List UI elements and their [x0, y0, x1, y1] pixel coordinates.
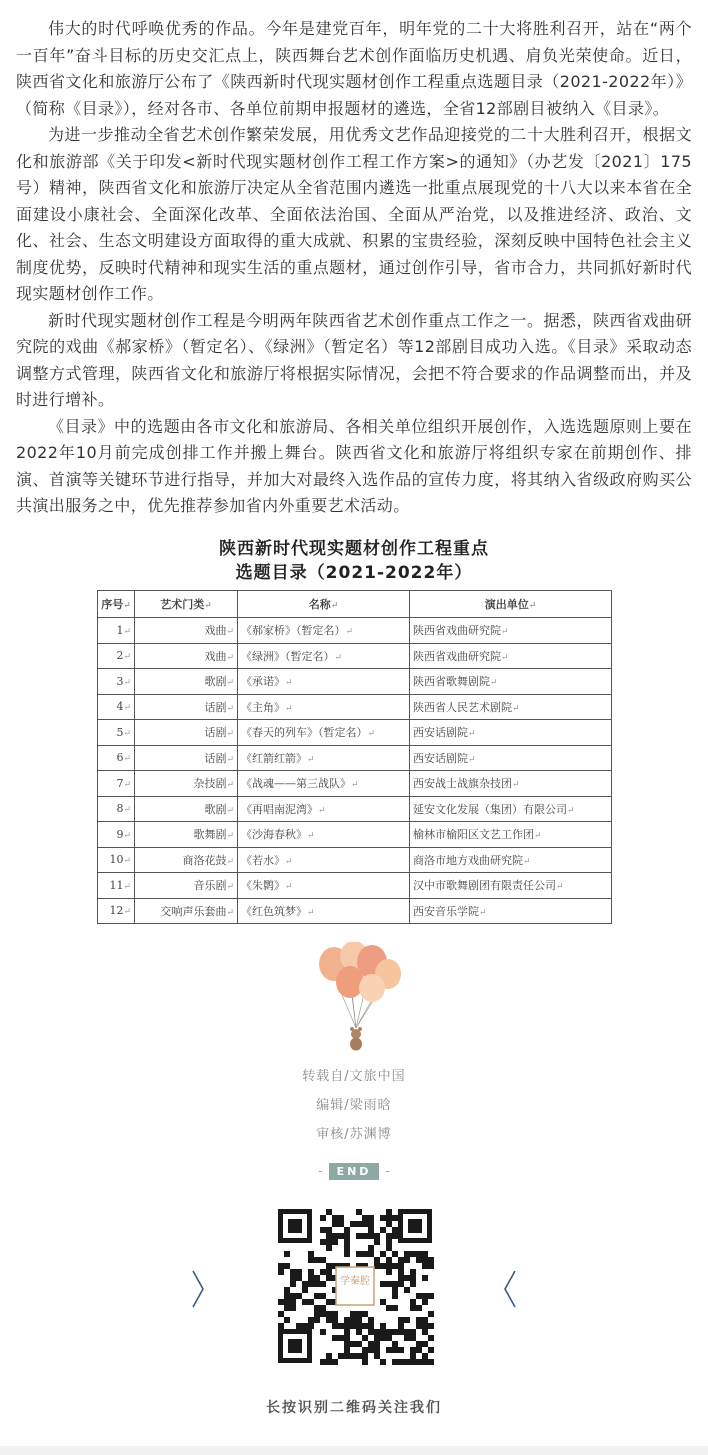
credit-reprint: 转载自/文旅中国 — [302, 1069, 406, 1084]
table-row: 9↵ 歌舞剧↵ 《沙海春秋》↵ 榆林市榆阳区文艺工作团↵ — [98, 822, 612, 848]
table-row: 2↵ 戏曲↵ 《绿洲》（暂定名）↵ 陕西省戏曲研究院↵ — [98, 643, 612, 669]
article-body — [16, 16, 692, 520]
catalog-table-image — [97, 590, 612, 922]
table-row: 10↵ 商洛花鼓↵ 《若水》↵ 商洛市地方戏曲研究院↵ — [98, 847, 612, 873]
article-paragraph-2: 为进一步推动全省艺术创作繁荣发展，用优秀文艺作品迎接党的二十大胜利召开，根据文化和旅游部《关于印发<新时代现实题材创作工程工作方案>的通知》（办艺发〔2021〕175号）精神，陕西省文化和旅游厅决定从全省范围内遴选一批重点展现党的十八大以来本省在全面建设小康社会、全面深化改革、全面依法治国、全面从严治党，以及推进经济、政治、文化、社会、生态文明建设方面取得的重大成就、积累的宝贵经验，深刻反映中国特色社会主义制度优势，反映时代精神和现实生活的重点题材，通过创作引导，省市合力，共同抓好新时代现实题材创作工作。 — [16, 125, 692, 303]
table-row: 8↵ 歌剧↵ 《再唱南泥湾》↵ 延安文化发展（集团）有限公司↵ — [98, 796, 612, 822]
table-row: 5↵ 话剧↵ 《春天的列车》（暂定名）↵ 西安话剧院↵ — [98, 720, 612, 746]
table-title-line-2: 选题目录（2021-2022年） — [235, 563, 473, 583]
header-unit: 演出单位↵ — [410, 591, 612, 618]
chevron-left-icon — [502, 1268, 518, 1310]
credit-reviewer: 审核/苏渊博 — [316, 1127, 392, 1142]
chevron-right-icon — [190, 1268, 206, 1310]
end-dash-right: - — [385, 1164, 390, 1178]
article-paragraph-3: 新时代现实题材创作工程是今明两年陕西省艺术创作重点工作之一。据悉，陕西省戏曲研究院的戏曲《郝家桥》（暂定名）、《绿洲》（暂定名）等12部剧目成功入选。《目录》采取动态调整方式管理，陕西省文化和旅游厅将根据实际情况，会把不符合要求的作品调整而出，并及时进行增补。 — [16, 310, 692, 409]
header-no: 序号↵ — [98, 591, 135, 618]
table-row: 7↵ 杂技剧↵ 《战魂——第三战队》↵ 西安战士战旗杂技团↵ — [98, 771, 612, 797]
article-paragraph-4: 《目录》中的选题由各市文化和旅游局、各相关单位组织开展创作，入选选题原则上要在2022年10月前完成创排工作并搬上舞台。陕西省文化和旅游厅将组织专家在前期创作、排演、首演等关键环节进行指导，并加大对最终入选作品的宣传力度，将其纳入省级政府购买公共演出服务之中，优先推荐参加省内外重要艺术活动。 — [16, 416, 692, 515]
header-title: 名称↵ — [238, 591, 410, 618]
table-header-row — [98, 591, 612, 618]
table-row: 12↵ 交响声乐套曲↵ 《红色筑梦》↵ 西安音乐学院↵ — [98, 898, 612, 924]
header-category: 艺术门类↵ — [135, 591, 238, 618]
table-row: 1↵ 戏曲↵ 《郝家桥》（暂定名）↵ 陕西省戏曲研究院↵ — [98, 618, 612, 644]
qr-logo-text: 学秦腔 — [340, 1276, 370, 1287]
table-title-line-1: 陕西新时代现实题材创作工程重点 — [219, 539, 489, 559]
end-badge: END — [329, 1163, 380, 1180]
bottom-bar — [0, 1446, 708, 1455]
end-dash-left: - — [318, 1164, 323, 1178]
table-row: 6↵ 话剧↵ 《红箭红箭》↵ 西安话剧院↵ — [98, 745, 612, 771]
article-paragraph-1: 伟大的时代呼唤优秀的作品。今年是建党百年，明年党的二十大将胜利召开，站在“两个一百年”奋斗目标的历史交汇点上，陕西舞台艺术创作面临历史机遇、肩负光荣使命。近日，陕西省文化和旅游厅公布了《陕西新时代现实题材创作工程重点选题目录（2021-2022年）》（简称《目录》），经对各市、各单位前期申报题材的遴选，全省12部剧目被纳入《目录》。 — [16, 19, 692, 118]
table-row: 4↵ 话剧↵ 《主角》↵ 陕西省人民艺术剧院↵ — [98, 694, 612, 720]
follow-prompt: 长按识别二维码关注我们 — [266, 1400, 442, 1416]
catalog-table — [97, 590, 612, 924]
end-divider — [0, 1161, 708, 1181]
table-row: 11↵ 音乐剧↵ 《朱鹮》↵ 汉中市歌舞剧团有限责任公司↵ — [98, 873, 612, 899]
credit-editor: 编辑/梁雨晗 — [316, 1098, 392, 1113]
balloons-bear-illustration — [308, 942, 404, 1052]
table-row: 3↵ 歌剧↵ 《承诺》↵ 陕西省歌舞剧院↵ — [98, 669, 612, 695]
qr-code[interactable] — [276, 1207, 434, 1365]
